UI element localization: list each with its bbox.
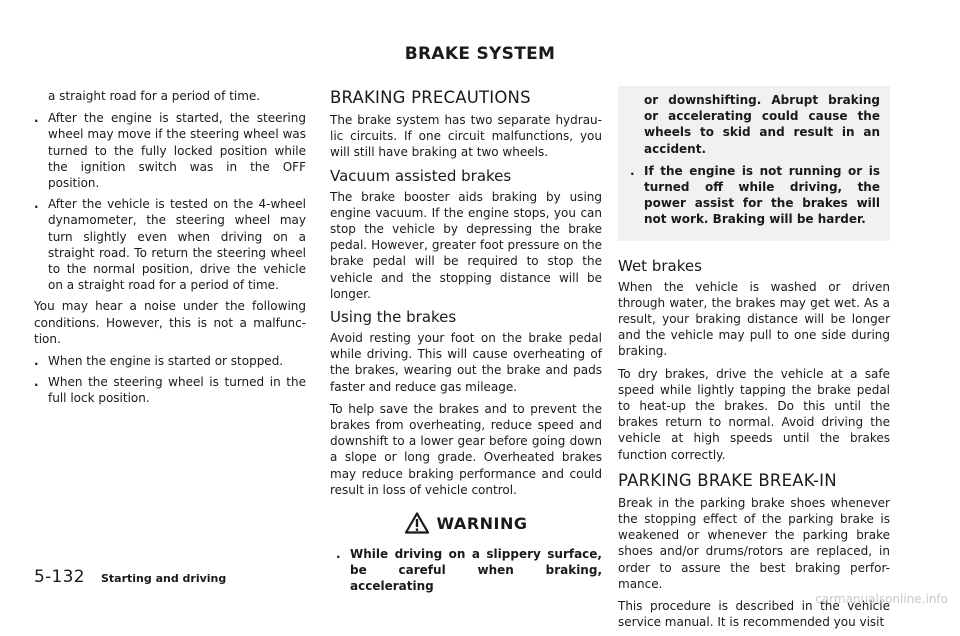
subheading-wet-brakes: Wet brakes <box>618 256 702 275</box>
body-paragraph: When the vehicle is washed or driven through water, the brakes may get wet. As a result, your braking distance will be longer and the vehicle may pull to one side during braking. <box>618 279 890 359</box>
body-paragraph: To dry brakes, drive the vehicle at a safe speed while lightly tapping the brake pedal to heat-up the brakes. Do this until the brakes return to normal. Avoid driving the vehicle at high speeds until the brakes function correctly. <box>618 366 890 462</box>
column-right <box>618 86 890 636</box>
list-item-text: After the vehicle is tested on the 4-wheel dynamometer, the steering wheel may turn slightly even when driving on a straight road. To return the steering wheel to the normal position, drive the vehicle on a straight road for a period of time. <box>48 197 306 293</box>
page-number: 5-132 <box>34 567 85 587</box>
subheading-using-the-brakes: Using the brakes <box>330 308 457 327</box>
warning-box <box>618 86 890 241</box>
section-heading-braking-precautions: BRAKING PRECAUTIONS <box>330 88 531 107</box>
body-paragraph: The brake booster aids braking by using engine vacuum. If the engine stops, you can stop the vehicle by depressing the brake pedal. However, greater foot pressure on the brake pedal will be required to stop the vehicle and the stopping distance will be longer. <box>330 189 602 301</box>
list-item <box>34 353 306 369</box>
bullet-glyph: . <box>630 163 635 178</box>
body-paragraph: To help save the brakes and to prevent the brakes from overheating, reduce speed and downshift to a lower gear before going down a slope or long grade. Overheated brakes may reduce braking performance and could result in loss of vehicle control. <box>330 401 602 497</box>
list-item-text: After the engine is started, the steering wheel may move if the steering wheel was turned to the fully locked position while the ignition switch was in the OFF position. <box>48 111 306 191</box>
section-heading-parking-brake-break-in: PARKING BRAKE BREAK-IN <box>618 470 837 490</box>
bullet-glyph: . <box>34 111 39 126</box>
warning-triangle-icon <box>405 512 429 534</box>
bullet-glyph: . <box>34 197 39 212</box>
list-item-text: When the engine is started or stopped. <box>48 354 284 369</box>
body-paragraph: This procedure is described in the vehicle service manual. It is recommended you visit <box>618 599 890 630</box>
warning-item-text: If the engine is not running or is turned off while driving, the power assist for the brakes will not work. Braking will be harder. <box>644 163 880 227</box>
body-paragraph: Avoid resting your foot on the brake pedal while driving. This will cause overheating of the brakes, wearing out the brake and pads faster and reduce gas mileage. <box>330 331 602 394</box>
body-paragraph: Break in the parking brake shoes whenever the stopping effect of the parking brake is weakened or whenever the parking brake shoes and/or drums/rotors are replaced, in order to assure the best braking perfor-mance. <box>618 495 890 591</box>
warning-item-text: While driving on a slippery surface, be careful when braking, accelerating <box>350 547 602 594</box>
watermark: carmanualsonline.info <box>815 592 948 606</box>
body-paragraph: The brake system has two separate hydrau-lic circuits. If one circuit malfunctions, you will still have braking at two wheels. <box>330 113 602 160</box>
warning-list-item <box>630 163 880 228</box>
bullet-glyph: . <box>34 375 39 390</box>
body-paragraph: You may hear a noise under the following conditions. However, this is not a malfunc-tion. <box>34 299 306 346</box>
list-item <box>34 196 306 293</box>
warning-list-item <box>330 546 602 595</box>
subheading-vacuum-assisted-brakes: Vacuum assisted brakes <box>330 166 512 185</box>
list-item <box>34 110 306 191</box>
list-item <box>34 374 306 406</box>
column-middle <box>330 88 602 600</box>
warning-label: WARNING <box>436 513 528 533</box>
bullet-glyph: . <box>336 547 341 562</box>
list-item-text: When the steering wheel is turned in the full lock position. <box>48 375 306 406</box>
warning-header <box>330 512 602 534</box>
continued-text: a straight road for a period of time. <box>48 89 261 103</box>
warning-item-continued: or downshifting. Abrupt braking or accelerating could cause the wheels to skid and result in an accident. <box>644 93 880 156</box>
page-title: BRAKE SYSTEM <box>404 44 556 64</box>
column-left <box>34 88 306 412</box>
section-name: Starting and driving <box>101 572 227 585</box>
bullet-glyph: . <box>34 354 39 369</box>
